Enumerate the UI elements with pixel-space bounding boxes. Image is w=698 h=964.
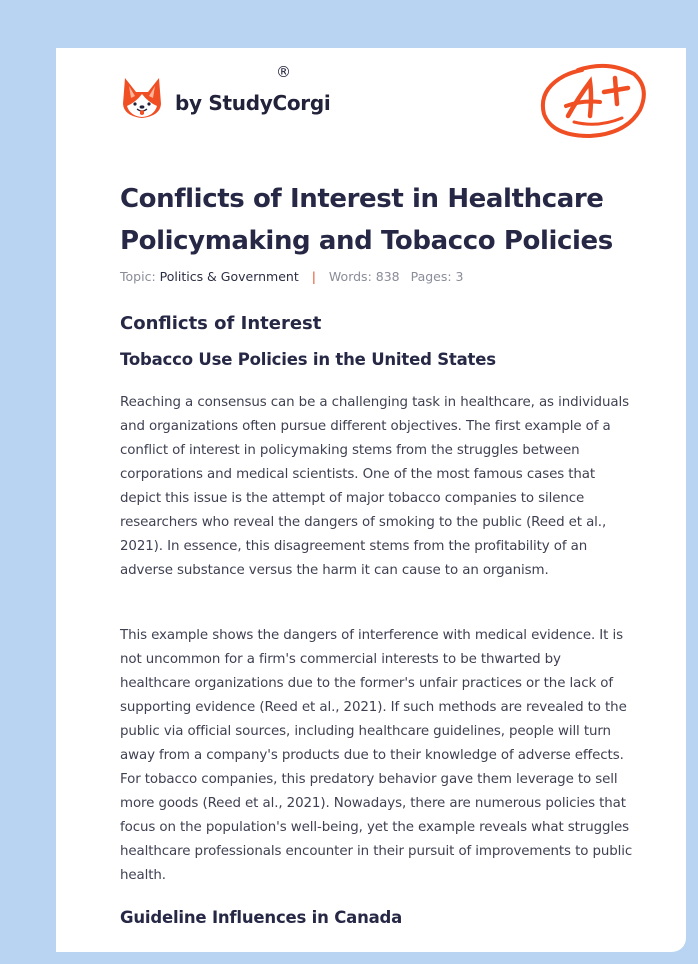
document-card	[56, 48, 686, 952]
topic-label: Topic:	[120, 269, 156, 284]
subsection-heading: Guideline Influences in Canada	[120, 908, 403, 927]
article-title: Conflicts of Interest in Healthcare Policymaking and Tobacco Policies	[120, 184, 613, 256]
registered-mark: ®	[276, 63, 291, 81]
meta-separator: |	[311, 269, 316, 284]
studycorgi-logo[interactable]	[122, 76, 330, 120]
corgi-logo-icon	[122, 76, 162, 120]
body-paragraph: Reaching a consensus can be a challenging task in healthcare, as individuals and organizations often pursue different objectives. The first example of a conflict of interest in policymaking stems from the struggles between corporations and medical scientists. One of the most famous cases that depict this issue is the attempt of major tobacco companies to silence researchers who reveal the dangers of smoking to the public (Reed et al., 2021). In essence, this disagreement stems from the profitability of an adverse substance versus the harm it can cause to an organism.	[120, 395, 629, 578]
subsection-heading: Tobacco Use Policies in the United States	[120, 350, 496, 369]
word-count: Words: 838	[328, 269, 400, 284]
topic-link[interactable]: Politics & Government	[159, 269, 299, 284]
page-count: Pages: 3	[410, 269, 464, 284]
section-heading: Conflicts of Interest	[120, 313, 322, 334]
brand-name: by StudyCorgi	[175, 91, 331, 115]
article-meta	[120, 269, 464, 284]
body-paragraph: This example shows the dangers of interference with medical evidence. It is not uncommon for a firm's commercial interests to be thwarted by healthcare organizations due to the former's unfair practices or the lack of supporting evidence (Reed et al., 2021). If such methods are revealed to the public via official sources, including healthcare guidelines, people will turn away from a company's products due to their knowledge of adverse effects. For tobacco companies, this predatory behavior gave them leverage to sell more goods (Reed et al., 2021). Nowadays, there are numerous policies that focus on the population's well-being, yet the example reveals what struggles healthcare professionals encounter in their pursuit of improvements to public health.	[120, 628, 633, 883]
a-plus-grade-icon	[538, 60, 648, 140]
